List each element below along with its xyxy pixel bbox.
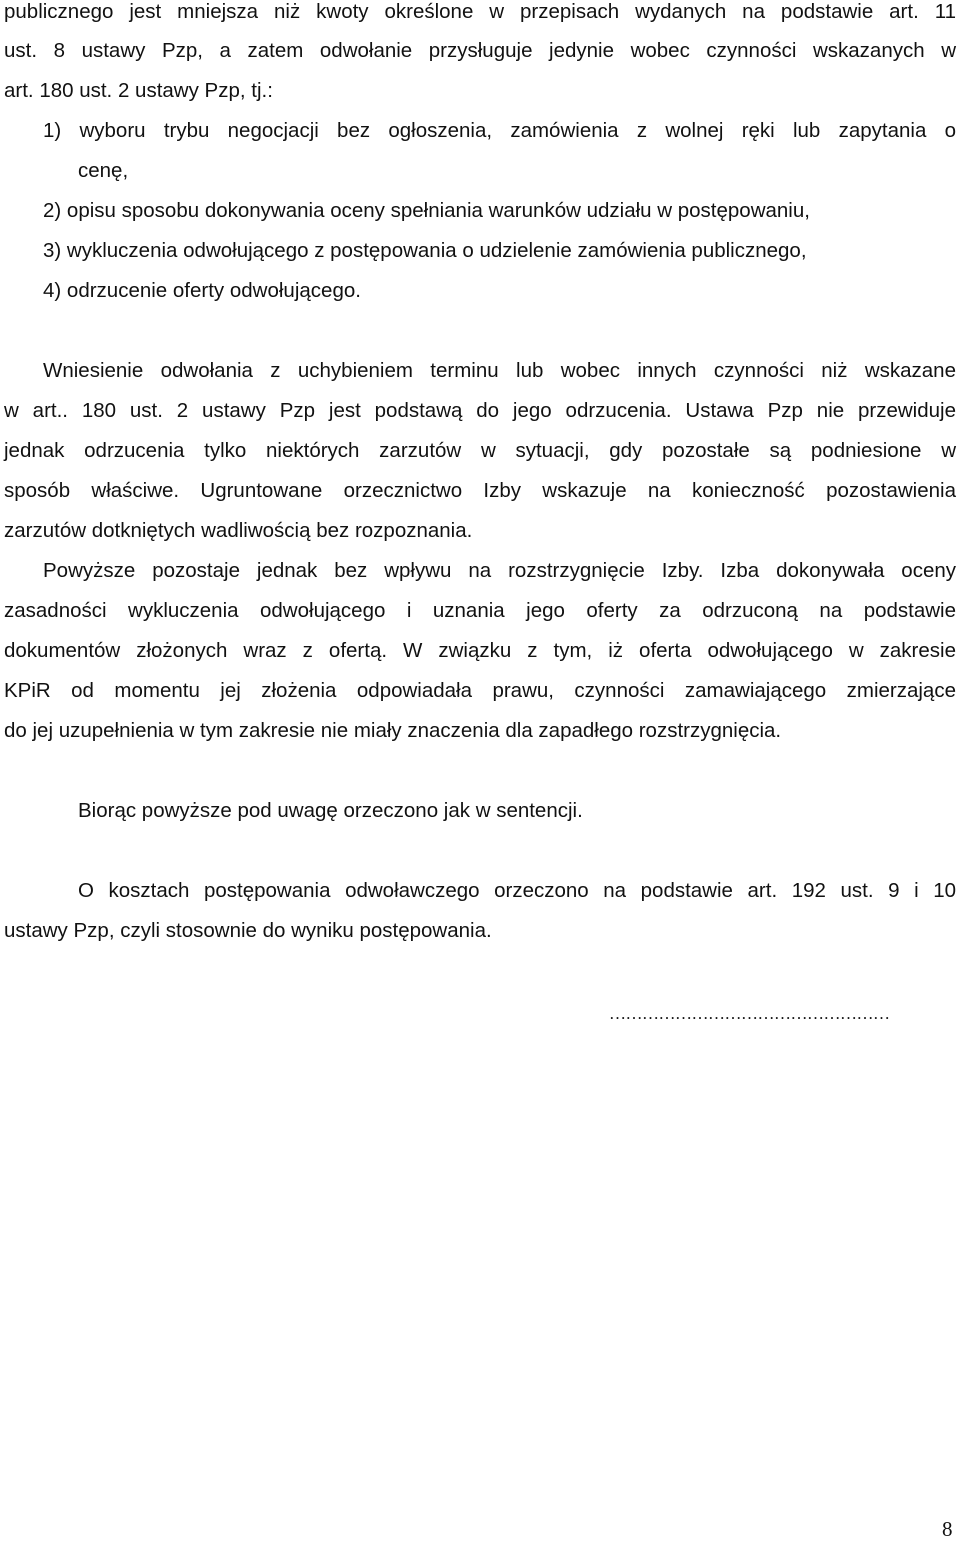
list-item-1-continuation: cenę, — [78, 159, 129, 182]
paragraph-first-line: O kosztach postępowania odwoławczego orzeczono na podstawie art. 192 ust. 9 i 10 — [78, 879, 956, 902]
text-line: w art.. 180 ust. 2 ustawy Pzp jest podstawą do jego odrzucenia. Ustawa Pzp nie przewiduje — [4, 399, 956, 422]
paragraph-first-line: Biorąc powyższe pod uwagę orzeczono jak w sentencji. — [78, 799, 583, 822]
list-item-4: 4) odrzucenie oferty odwołującego. — [43, 279, 361, 302]
text-line: dokumentów złożonych wraz z ofertą. W związku z tym, iż oferta odwołującego w zakresie — [4, 639, 956, 662]
text-line: art. 180 ust. 2 ustawy Pzp, tj.: — [4, 79, 273, 102]
text-line: jednak odrzucenia tylko niektórych zarzutów w sytuacji, gdy pozostałe są podniesione w — [4, 439, 956, 462]
text-line: zarzutów dotkniętych wadliwością bez rozpoznania. — [4, 519, 473, 542]
list-item-3: 3) wykluczenia odwołującego z postępowania o udzielenie zamówienia publicznego, — [43, 239, 807, 262]
text-line: do jej uzupełnienia w tym zakresie nie miały znaczenia dla zapadłego rozstrzygnięcia. — [4, 719, 782, 742]
paragraph-first-line: Wniesienie odwołania z uchybieniem terminu lub wobec innych czynności niż wskazane — [43, 359, 956, 382]
signature-dotted-line: …………………………………………… — [609, 1004, 890, 1023]
text-line: ust. 8 ustawy Pzp, a zatem odwołanie przysługuje jedynie wobec czynności wskazanych w — [4, 39, 956, 62]
text-line: zasadności wykluczenia odwołującego i uznania jego oferty za odrzuconą na podstawie — [4, 599, 956, 622]
paragraph-first-line: Powyższe pozostaje jednak bez wpływu na rozstrzygnięcie Izby. Izba dokonywała oceny — [43, 559, 956, 582]
list-item-2: 2) opisu sposobu dokonywania oceny spełniania warunków udziału w postępowaniu, — [43, 199, 810, 222]
text-line: ustawy Pzp, czyli stosownie do wyniku postępowania. — [4, 919, 492, 942]
text-line: KPiR od momentu jej złożenia odpowiadała prawu, czynności zamawiającego zmierzające — [4, 679, 956, 702]
list-item-1: 1) wyboru trybu negocjacji bez ogłoszenia, zamówienia z wolnej ręki lub zapytania o — [43, 119, 956, 142]
text-line: sposób właściwe. Ugruntowane orzecznictwo Izby wskazuje na konieczność pozostawienia — [4, 479, 956, 502]
page-number: 8 — [942, 1517, 953, 1541]
text-line: publicznego jest mniejsza niż kwoty określone w przepisach wydanych na podstawie art. 11 — [4, 0, 956, 23]
